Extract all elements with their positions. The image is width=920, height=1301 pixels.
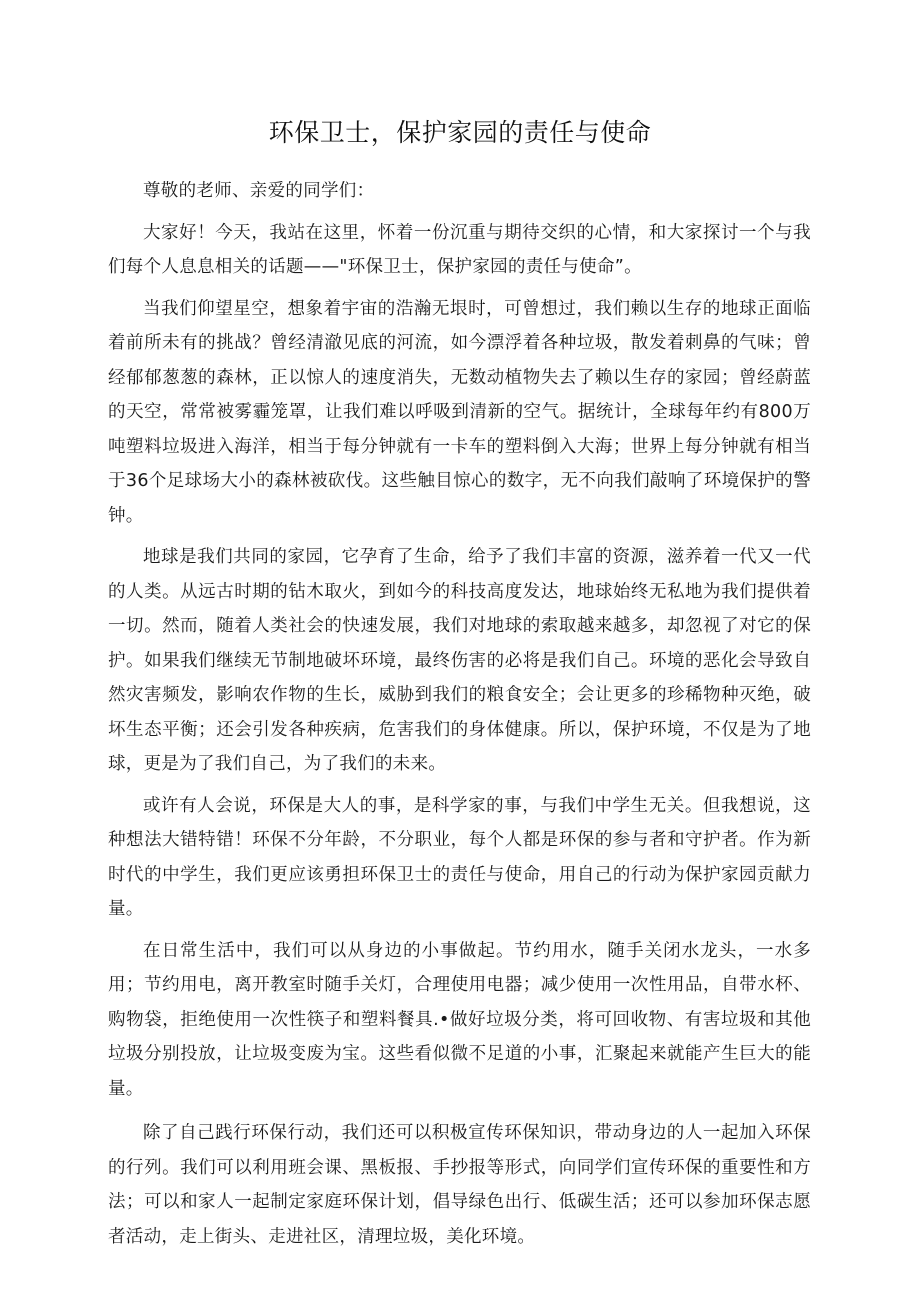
body-paragraph-2: 当我们仰望星空，想象着宇宙的浩瀚无垠时，可曾想过，我们赖以生存的地球正面临着前所未有的挑战？曾经清澈见底的河流，如今漂浮着各种垃圾，散发着刺鼻的气味；曾经郁郁葱葱的森林，正以惊人的速度消失，无数动植物失去了赖以生存的家园；曾经蔚蓝的天空，常常被雾霾笼罩，让我们难以呼吸到清新的空气。据统计，全球每年约有800万吨塑料垃圾进入海洋，相当于每分钟就有一卡车的塑料倒入大海；世界上每分钟就有相当于36个足球场大小的森林被砍伐。这些触目惊心的数字，无不向我们敲响了环境保护的警钟。 (108, 298, 811, 526)
body-paragraph-1: 大家好！今天，我站在这里，怀着一份沉重与期待交织的心情，和大家探讨一个与我们每个人息息相关的话题——"环保卫士，保护家园的责任与使命”。 (108, 222, 811, 277)
body-paragraph-5: 在日常生活中，我们可以从身边的小事做起。节约用水，随手关闭水龙头，一水多用；节约用电，离开教室时随手关灯，合理使用电器；减少使用一次性用品，自带水杯、购物袋，拒绝使用一次性筷子和塑料餐具.•做好垃圾分类，将可回收物、有害垃圾和其他垃圾分别投放，让垃圾变废为宝。这些看似微不足道的小事，汇聚起来就能产生巨大的能量。 (108, 940, 811, 1099)
document-body (108, 174, 811, 1254)
body-paragraph-6: 除了自己践行环保行动，我们还可以积极宣传环保知识，带动身边的人一起加入环保的行列。我们可以利用班会课、黑板报、手抄报等形式，向同学们宣传环保的重要性和方法；可以和家人一起制定家庭环保计划，倡导绿色出行、低碳生活；还可以参加环保志愿者活动，走上街头、走进社区，清理垃圾，美化环境。 (108, 1123, 811, 1247)
document-title: 环保卫士，保护家园的责任与使命 (268, 118, 652, 147)
greeting-paragraph: 尊敬的老师、亲爱的同学们： (143, 181, 375, 201)
body-paragraph-4: 或许有人会说，环保是大人的事，是科学家的事，与我们中学生无关。但我想说，这种想法大错特错！环保不分年龄，不分职业，每个人都是环保的参与者和守护者。作为新时代的中学生，我们更应该勇担环保卫士的责任与使命，用自己的行动为保护家园贡献力量。 (108, 795, 811, 919)
body-paragraph-3: 地球是我们共同的家园，它孕育了生命，给予了我们丰富的资源，滋养着一代又一代的人类。从远古时期的钻木取火，到如今的科技高度发达，地球始终无私地为我们提供着一切。然而，随着人类社会的快速发展，我们对地球的索取越来越多，却忽视了对它的保护。如果我们继续无节制地破坏环境，最终伤害的必将是我们自己。环境的恶化会导致自然灾害频发，影响农作物的生长，威胁到我们的粮食安全；会让更多的珍稀物种灭绝，破坏生态平衡；还会引发各种疾病，危害我们的身体健康。所以，保护环境，不仅是为了地球，更是为了我们自己，为了我们的未来。 (108, 547, 811, 774)
